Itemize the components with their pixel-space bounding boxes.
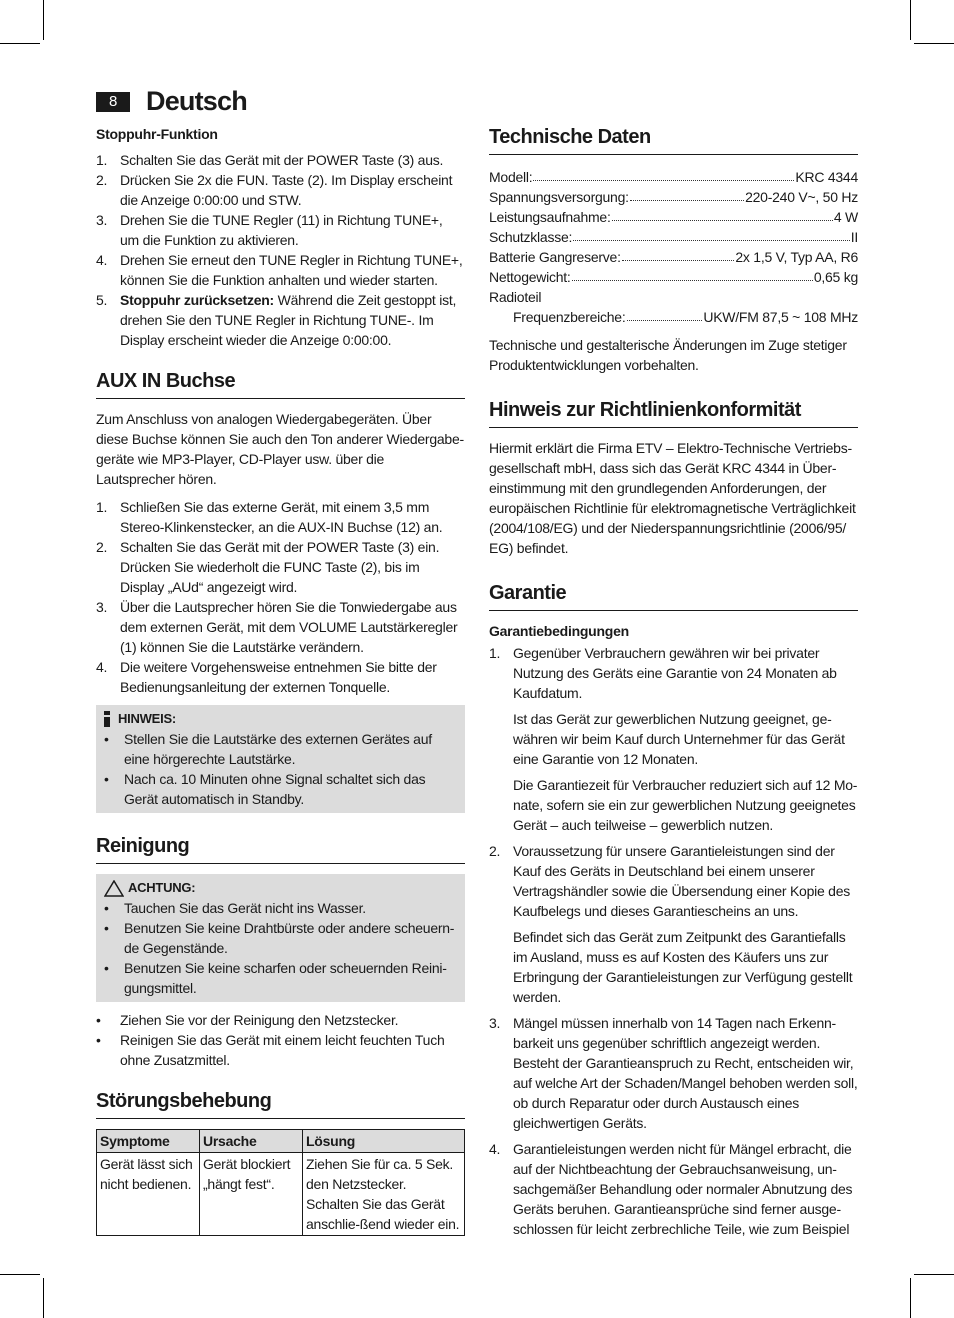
warranty-list <box>489 643 858 1245</box>
crop-mark <box>43 1278 44 1318</box>
list-item: 1. Schließen Sie das externe Gerät, mit einem 3,5 mm Stereo-Klinkenstecker, an die AUX-IN Buchse (12) an. <box>96 499 443 535</box>
stopwatch-title: Stoppuhr-Funktion <box>96 126 218 142</box>
page-title: Deutsch <box>146 86 247 116</box>
list-item: 2. Drücken Sie 2x die FUN. Taste (2). Im Display erscheint die Anzeige 0:00:00 und STW. <box>96 172 453 208</box>
note-box <box>96 705 465 813</box>
cleaning-list <box>96 1010 465 1070</box>
list-item: • Benutzen Sie keine scharfen oder scheuernden Reini-gungsmittel. <box>104 960 447 996</box>
list-item: 5. Stoppuhr zurücksetzen: Während die Zeit gestoppt ist, drehen Sie den TUNE Regler in Richtung TUNE-. Im Display erscheint wieder die Anzeige 0:00:00. <box>96 292 457 348</box>
table-header: Ursache <box>200 1130 303 1153</box>
trouble-table <box>96 1129 465 1236</box>
left-column <box>96 124 465 1236</box>
list-item: 3. Drehen Sie die TUNE Regler (11) in Richtung TUNE+, um die Funktion zu aktivieren. <box>96 212 443 248</box>
list-item: • Nach ca. 10 Minuten ohne Signal schaltet sich das Gerät automatisch in Standby. <box>104 771 426 807</box>
list-item: 1. Schalten Sie das Gerät mit der POWER Taste (3) aus. <box>96 152 444 168</box>
list-item: 2. Voraussetzung für unsere Garantieleistungen sind der Kauf des Geräts in Deutschland bei einem unserer Vertragshändler sowie die Übersendung einer Kopie des Kaufbelegs und dieses Garantiescheins an uns. Befindet sich das Gerät zum Zeitpunkt des Garantiefalls im Ausland, muss es auf Kosten des Käufers uns zur Erbringung der Garantieleistungen zur Verfügung gestellt werden. <box>489 843 853 1005</box>
list-item: 2. Schalten Sie das Gerät mit der POWER Taste (3) ein. Drücken Sie wiederholt die FUNC Taste (2), bis im Display „AUd“ angezeigt wird. <box>96 539 440 595</box>
crop-mark <box>910 0 911 40</box>
list-item: 3. Über die Lautsprecher hören Sie die Tonwiedergabe aus dem externen Gerät, mit dem VOLUME Lautstärkeregler (1) können Sie die Lautstärke verändern. <box>96 599 458 655</box>
table-header: Lösung <box>303 1130 465 1153</box>
specs-list <box>489 167 858 327</box>
cleaning-heading: Reinigung <box>96 833 465 864</box>
aux-intro: Zum Anschluss von analogen Wiedergabegeräten. Über diese Buchse können Sie auch den Ton anderer Wiedergabe-geräte wie MP3-Player, CD-Player usw. über die Lautsprecher hören. <box>96 411 464 487</box>
spec-row: Leistungsaufnahme: 4 W <box>489 209 858 225</box>
crop-mark <box>914 1274 954 1275</box>
trouble-heading: Störungsbehebung <box>96 1088 465 1119</box>
conformity-heading: Hinweis zur Richtlinienkonformität <box>489 397 858 428</box>
aux-steps <box>96 497 465 697</box>
list-item: • Benutzen Sie keine Drahtbürste oder andere scheuern-de Gegenstände. <box>104 920 455 956</box>
specs-note: Technische und gestalterische Änderungen im Zuge stetiger Produktentwicklungen vorbehalten. <box>489 337 847 373</box>
crop-mark <box>910 1278 911 1318</box>
spec-row: Frequenzbereiche: UKW/FM 87,5 ~ 108 MHz <box>513 309 858 325</box>
crop-mark <box>0 1274 40 1275</box>
spec-row: Schutzklasse: II <box>489 229 858 245</box>
list-item: 4. Drehen Sie erneut den TUNE Regler in Richtung TUNE+, können Sie die Funktion anhalten und wieder starten. <box>96 252 463 288</box>
crop-mark <box>43 0 44 40</box>
list-item: 3. Mängel müssen innerhalb von 14 Tagen nach Erkenn-barkeit uns gegenüber schriftlich angezeigt werden. Besteht der Garantieanspruch zu Recht, entscheiden wir, auf welche Art der Schaden/Mangel behoben werden soll, ob durch Reparatur oder durch Austausch eines gleichwertigen Geräts. <box>489 1015 858 1131</box>
spec-row: Nettogewicht: 0,65 kg <box>489 269 858 285</box>
page-header <box>96 86 247 117</box>
table-row <box>97 1153 465 1236</box>
list-item: 4. Die weitere Vorgehensweise entnehmen Sie bitte der Bedienungsanleitung der externen Tonquelle. <box>96 659 437 695</box>
table-header: Symptome <box>97 1130 200 1153</box>
spec-row: Spannungsversorgung: 220-240 V~, 50 Hz <box>489 189 858 205</box>
list-item: • Tauchen Sie das Gerät nicht ins Wasser. <box>104 900 366 916</box>
spec-row: Modell: KRC 4344 <box>489 169 858 185</box>
crop-mark <box>0 43 40 44</box>
spec-row: Batterie Gangreserve: 2x 1,5 V, Typ AA, R6 <box>489 249 858 265</box>
warranty-heading: Garantie <box>489 580 858 611</box>
list-item: • Ziehen Sie vor der Reinigung den Netzstecker. <box>96 1012 399 1028</box>
warranty-subtitle: Garantiebedingungen <box>489 623 629 639</box>
warning-title: ACHTUNG: <box>128 880 196 895</box>
table-cell: Gerät blockiert „hängt fest“. <box>200 1153 303 1236</box>
specs-heading: Technische Daten <box>489 124 858 155</box>
aux-heading: AUX IN Buchse <box>96 368 465 399</box>
conformity-text: Hiermit erklärt die Firma ETV – Elektro-Technische Vertriebs-gesellschaft mbH, dass sich das Gerät KRC 4344 in Über-einstimmung mit den grundlegenden Anforderungen, der europäischen Richtlinie für elektromagnetische Verträglichkeit (2004/108/EG) und der Niederspannungsrichtlinie (2006/95/ EG) befindet. <box>489 440 856 556</box>
stopwatch-steps <box>96 150 465 350</box>
spec-radio-label: Radioteil <box>489 289 542 305</box>
table-cell: Ziehen Sie für ca. 5 Sek. den Netzstecker. Schalten Sie das Gerät anschlie-ßend wieder ein. <box>303 1153 465 1236</box>
right-column <box>489 124 858 1253</box>
table-cell: Gerät lässt sich nicht bedienen. <box>97 1153 200 1236</box>
list-item: • Reinigen Sie das Gerät mit einem leicht feuchten Tuch ohne Zusatzmittel. <box>96 1032 445 1068</box>
info-icon <box>100 711 114 727</box>
list-item: • Stellen Sie die Lautstärke des externen Gerätes auf eine hörgerechte Lautstärke. <box>104 731 432 767</box>
page-number: 8 <box>96 92 130 112</box>
list-item: 1. Gegenüber Verbrauchern gewähren wir bei privater Nutzung des Geräts eine Garantie von 24 Monaten ab Kaufdatum. Ist das Gerät zur gewerblichen Nutzung geeignet, ge-währen wir beim Kauf durch Unternehmer für das Gerät eine Garantie von 12 Monaten. Die Garantiezeit für Verbraucher reduziert sich auf 12 Mo-nate, sofern sie ein zur gewerblichen Nutzung geeignetes Gerät – auch teilweise – gewerblich nutzen. <box>489 645 858 833</box>
warning-box <box>96 874 465 1002</box>
warning-triangle-icon <box>104 880 124 897</box>
list-item: 4. Garantieleistungen werden nicht für Mängel erbracht, die auf der Nichtbeachtung der Gebrauchsanweisung, un-sachgemäßer Behandlung oder normaler Abnutzung des Geräts beruhen. Garantieansprüche sind ferner ausge-schlossen für leicht zerbrechliche Teile, wie zum Beispiel <box>489 1141 853 1237</box>
note-title: HINWEIS: <box>118 711 176 726</box>
crop-mark <box>914 43 954 44</box>
